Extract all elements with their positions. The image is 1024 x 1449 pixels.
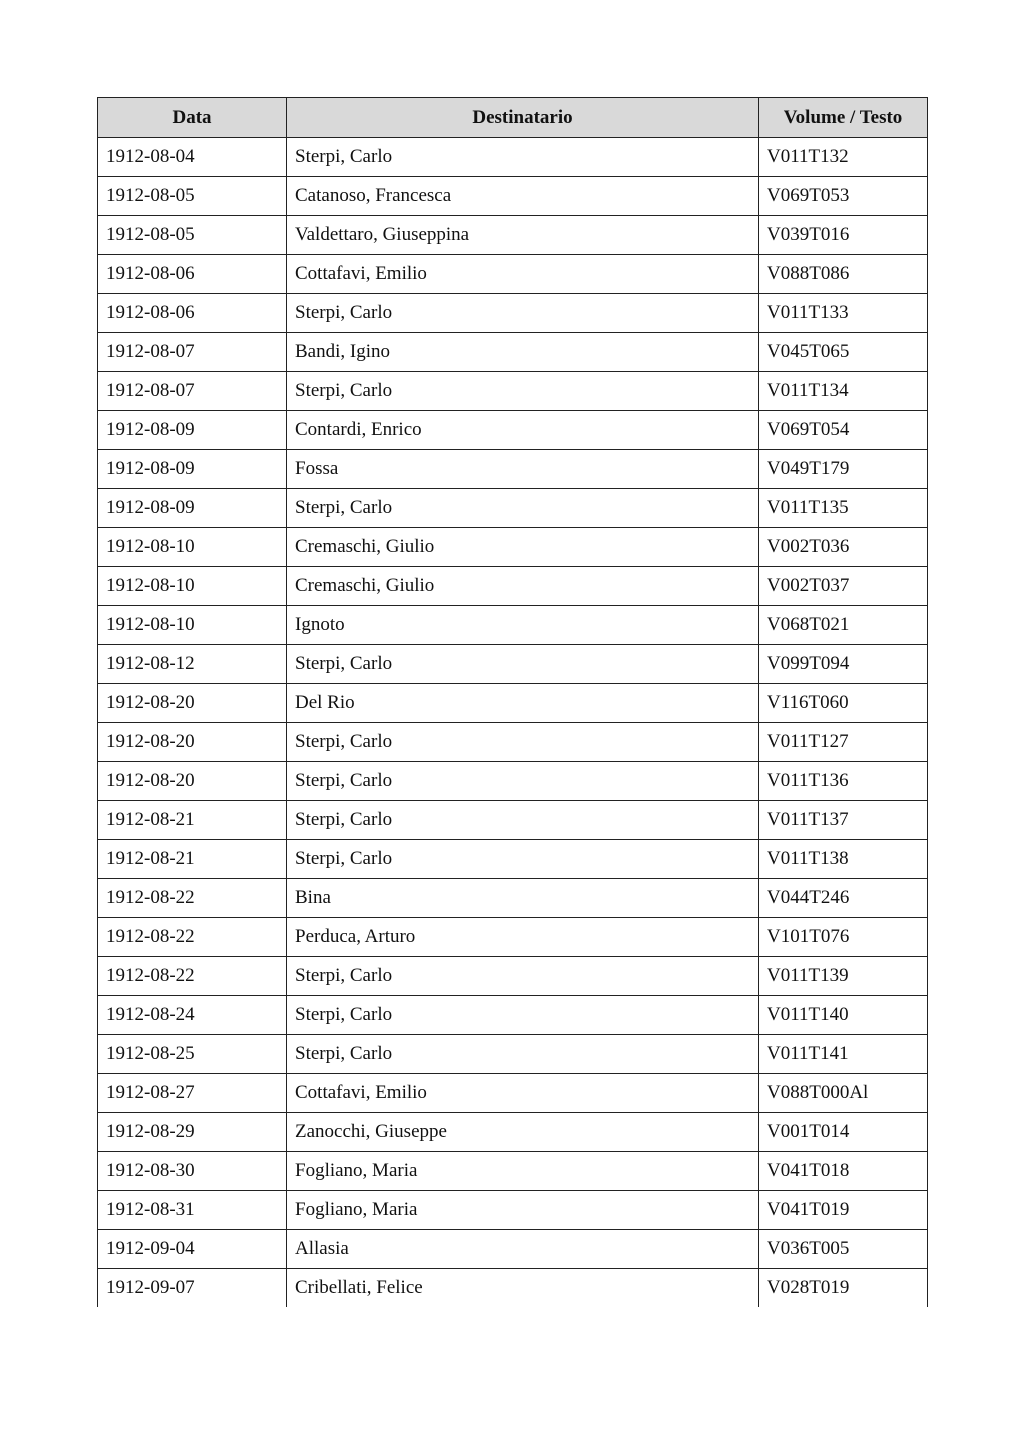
cell-date: 1912-08-09 [98,450,287,489]
table-row [98,294,928,333]
table-row [98,1113,928,1152]
table-row [98,450,928,489]
cell-recipient: Cremaschi, Giulio [287,567,759,606]
cell-volume-text: V101T076 [759,918,928,957]
cell-recipient: Bina [287,879,759,918]
table-row [98,723,928,762]
table-row [98,879,928,918]
cell-volume-text: V069T053 [759,177,928,216]
cell-volume-text: V011T132 [759,138,928,177]
cell-recipient: Cottafavi, Emilio [287,255,759,294]
cell-date: 1912-08-06 [98,255,287,294]
cell-volume-text: V039T016 [759,216,928,255]
cell-date: 1912-08-25 [98,1035,287,1074]
table-body [98,138,928,1308]
table-row [98,372,928,411]
cell-date: 1912-08-22 [98,918,287,957]
cell-recipient: Zanocchi, Giuseppe [287,1113,759,1152]
cell-date: 1912-08-20 [98,684,287,723]
cell-volume-text: V068T021 [759,606,928,645]
letters-table [97,97,928,1307]
header-recipient: Destinatario [287,98,759,138]
table-row [98,645,928,684]
cell-volume-text: V011T136 [759,762,928,801]
table-row [98,957,928,996]
cell-volume-text: V011T141 [759,1035,928,1074]
cell-volume-text: V011T137 [759,801,928,840]
table-row [98,333,928,372]
header-volume-text: Volume / Testo [759,98,928,138]
cell-volume-text: V028T019 [759,1269,928,1308]
table-row [98,567,928,606]
cell-date: 1912-08-29 [98,1113,287,1152]
cell-recipient: Bandi, Igino [287,333,759,372]
cell-date: 1912-08-06 [98,294,287,333]
cell-date: 1912-08-10 [98,606,287,645]
cell-recipient: Fossa [287,450,759,489]
cell-recipient: Sterpi, Carlo [287,723,759,762]
cell-date: 1912-08-04 [98,138,287,177]
cell-volume-text: V041T019 [759,1191,928,1230]
header-row [98,98,928,138]
cell-date: 1912-09-07 [98,1269,287,1308]
table-row [98,996,928,1035]
table-row [98,918,928,957]
cell-volume-text: V099T094 [759,645,928,684]
cell-recipient: Sterpi, Carlo [287,294,759,333]
cell-recipient: Sterpi, Carlo [287,489,759,528]
table-row [98,1035,928,1074]
cell-date: 1912-09-04 [98,1230,287,1269]
cell-recipient: Cottafavi, Emilio [287,1074,759,1113]
cell-recipient: Valdettaro, Giuseppina [287,216,759,255]
cell-volume-text: V011T138 [759,840,928,879]
cell-date: 1912-08-07 [98,372,287,411]
cell-volume-text: V069T054 [759,411,928,450]
table-row [98,1152,928,1191]
table-row [98,528,928,567]
cell-volume-text: V011T127 [759,723,928,762]
table-row [98,801,928,840]
cell-date: 1912-08-24 [98,996,287,1035]
cell-recipient: Sterpi, Carlo [287,840,759,879]
cell-volume-text: V011T140 [759,996,928,1035]
table-row [98,1230,928,1269]
cell-recipient: Fogliano, Maria [287,1152,759,1191]
cell-date: 1912-08-20 [98,762,287,801]
table-row [98,840,928,879]
cell-recipient: Sterpi, Carlo [287,801,759,840]
cell-recipient: Del Rio [287,684,759,723]
table-row [98,762,928,801]
cell-volume-text: V001T014 [759,1113,928,1152]
cell-recipient: Perduca, Arturo [287,918,759,957]
cell-recipient: Sterpi, Carlo [287,957,759,996]
cell-date: 1912-08-10 [98,528,287,567]
table-row [98,1074,928,1113]
cell-volume-text: V036T005 [759,1230,928,1269]
cell-date: 1912-08-31 [98,1191,287,1230]
cell-volume-text: V011T135 [759,489,928,528]
cell-recipient: Cribellati, Felice [287,1269,759,1308]
cell-volume-text: V011T133 [759,294,928,333]
cell-recipient: Contardi, Enrico [287,411,759,450]
cell-date: 1912-08-12 [98,645,287,684]
cell-recipient: Fogliano, Maria [287,1191,759,1230]
cell-volume-text: V116T060 [759,684,928,723]
cell-date: 1912-08-30 [98,1152,287,1191]
table-header [98,98,928,138]
cell-volume-text: V002T037 [759,567,928,606]
cell-date: 1912-08-21 [98,840,287,879]
cell-date: 1912-08-09 [98,489,287,528]
cell-date: 1912-08-07 [98,333,287,372]
table-row [98,138,928,177]
cell-date: 1912-08-05 [98,216,287,255]
cell-date: 1912-08-22 [98,957,287,996]
cell-date: 1912-08-27 [98,1074,287,1113]
cell-date: 1912-08-22 [98,879,287,918]
cell-recipient: Sterpi, Carlo [287,645,759,684]
cell-volume-text: V088T086 [759,255,928,294]
cell-date: 1912-08-21 [98,801,287,840]
table-row [98,1269,928,1308]
cell-volume-text: V011T139 [759,957,928,996]
table-row [98,216,928,255]
table-row [98,489,928,528]
cell-recipient: Catanoso, Francesca [287,177,759,216]
cell-volume-text: V045T065 [759,333,928,372]
cell-recipient: Sterpi, Carlo [287,762,759,801]
cell-recipient: Sterpi, Carlo [287,1035,759,1074]
cell-recipient: Cremaschi, Giulio [287,528,759,567]
cell-volume-text: V088T000Al [759,1074,928,1113]
cell-date: 1912-08-20 [98,723,287,762]
table-row [98,606,928,645]
cell-volume-text: V049T179 [759,450,928,489]
cell-volume-text: V011T134 [759,372,928,411]
cell-recipient: Sterpi, Carlo [287,372,759,411]
cell-date: 1912-08-09 [98,411,287,450]
cell-date: 1912-08-10 [98,567,287,606]
cell-recipient: Sterpi, Carlo [287,996,759,1035]
cell-volume-text: V041T018 [759,1152,928,1191]
table-row [98,177,928,216]
table-row [98,255,928,294]
table-row [98,684,928,723]
cell-recipient: Sterpi, Carlo [287,138,759,177]
table-row [98,411,928,450]
cell-date: 1912-08-05 [98,177,287,216]
cell-volume-text: V002T036 [759,528,928,567]
table-row [98,1191,928,1230]
header-date: Data [98,98,287,138]
cell-volume-text: V044T246 [759,879,928,918]
cell-recipient: Allasia [287,1230,759,1269]
cell-recipient: Ignoto [287,606,759,645]
